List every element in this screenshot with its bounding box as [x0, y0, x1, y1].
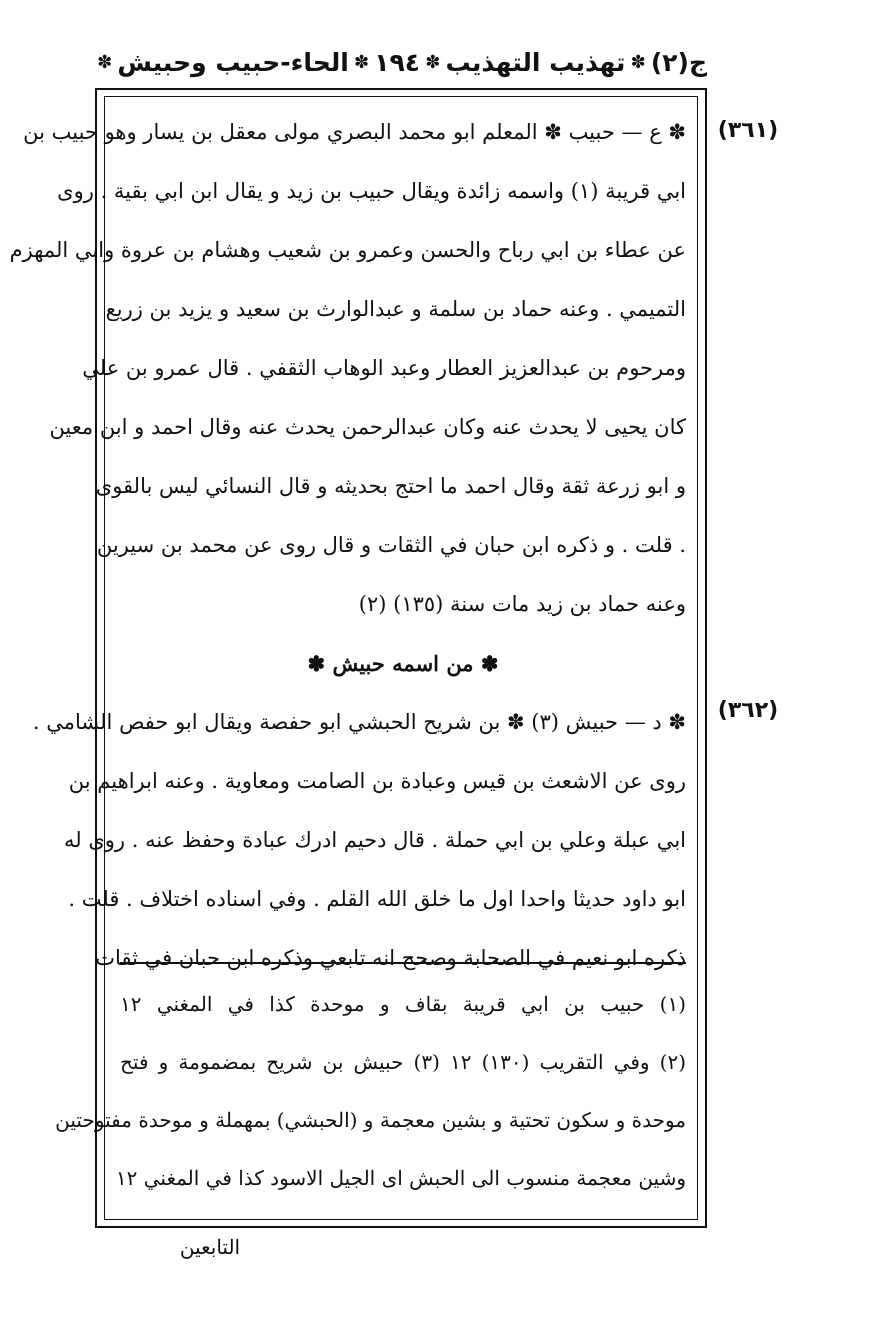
entry-number: (٣٦١) — [717, 118, 779, 143]
entry-361-text — [9, 103, 686, 988]
text-line: و ابو زرعة ثقة وقال احمد ما احتج بحديثه و قال النسائي ليس بالقوى — [95, 474, 686, 498]
section-title: الحاء-حبيب وحبيش — [117, 47, 349, 77]
text-line: ابي عبلة وعلي بن ابي حملة . قال دحيم ادرك عبادة وحفظ عنه . روى له — [64, 828, 686, 852]
book-title: تهذيب التهذيب — [445, 47, 626, 77]
section-subheading: ✽ من اسمه حبيش ✽ — [307, 651, 499, 676]
header-ornament: ✽ — [353, 51, 370, 73]
page-number: ١٩٤ — [374, 47, 421, 77]
footnote-line: وشين معجمة منسوب الى الحبش اى الجيل الاسود كذا في المغني ١٢ — [115, 1166, 686, 1190]
running-header — [95, 36, 707, 88]
text-line: ابي قريبة (١) واسمه زائدة ويقال حبيب بن زيد و يقال ابن ابي بقية . روى — [57, 179, 686, 203]
header-ornament: ✽ — [425, 51, 441, 73]
text-line: كان يحيى لا يحدث عنه وكان عبدالرحمن يحدث عنه وقال احمد و ابن معين — [49, 415, 686, 439]
text-line: . قلت . و ذكره ابن حبان في الثقات و قال روى عن محمد بن سيرين — [96, 533, 686, 557]
text-line: التميمي . وعنه حماد بن سلمة و عبدالوارث بن سعيد و يزيد بن زريع — [105, 297, 686, 321]
text-line: روى عن الاشعث بن قيس وعبادة بن الصامت ومعاوية . وعنه ابراهيم بن — [68, 769, 686, 793]
footnote-line: موحدة و سكون تحتية و بشين معجمة و (الحبشي) بمهملة و موحدة مفتوحتين — [55, 1108, 686, 1132]
footnote-line: (١) حبيب بن ابي قريبة بقاف و موحدة كذا في المغني ١٢ — [120, 992, 686, 1016]
footnote-separator — [120, 962, 686, 964]
catchword: التابعين — [179, 1235, 241, 1259]
text-line: عن عطاء بن ابي رباح والحسن وعمرو بن شعيب وهشام بن عروة وابي المهزم — [9, 238, 686, 262]
text-line: ذكره ابو نعيم في الصحابة وصحح انه تابعي وذكره ابن حبان في ثقات — [95, 946, 686, 970]
text-line: وعنه حماد بن زيد مات سنة (١٣٥) (٢) — [358, 592, 686, 616]
volume-label: ج(٢) — [650, 47, 707, 77]
entry-number: (٣٦٢) — [717, 698, 779, 723]
text-line: ومرحوم بن عبدالعزيز العطار وعبد الوهاب الثقفي . قال عمرو بن علي — [82, 356, 686, 380]
header-ornament: ✽ — [97, 51, 113, 73]
text-line: ابو داود حديثا واحدا اول ما خلق الله القلم . وفي اسناده اختلاف . قلت . — [68, 887, 686, 911]
text-line: ✽ د — حبيش (٣) ✽ بن شريح الحبشي ابو حفصة ويقال ابو حفص الشامي . — [32, 710, 686, 734]
text-line: ✽ ع — حبيب ✽ المعلم ابو محمد البصري مولى معقل بن يسار وهو حبيب بن — [23, 120, 686, 144]
header-ornament: ✽ — [630, 51, 646, 73]
footnote-line: (٢) وفي التقريب (١٣٠) ١٢ (٣) حبيش بن شريح بمضمومة و فتح — [120, 1050, 687, 1074]
footnotes — [55, 975, 687, 1207]
